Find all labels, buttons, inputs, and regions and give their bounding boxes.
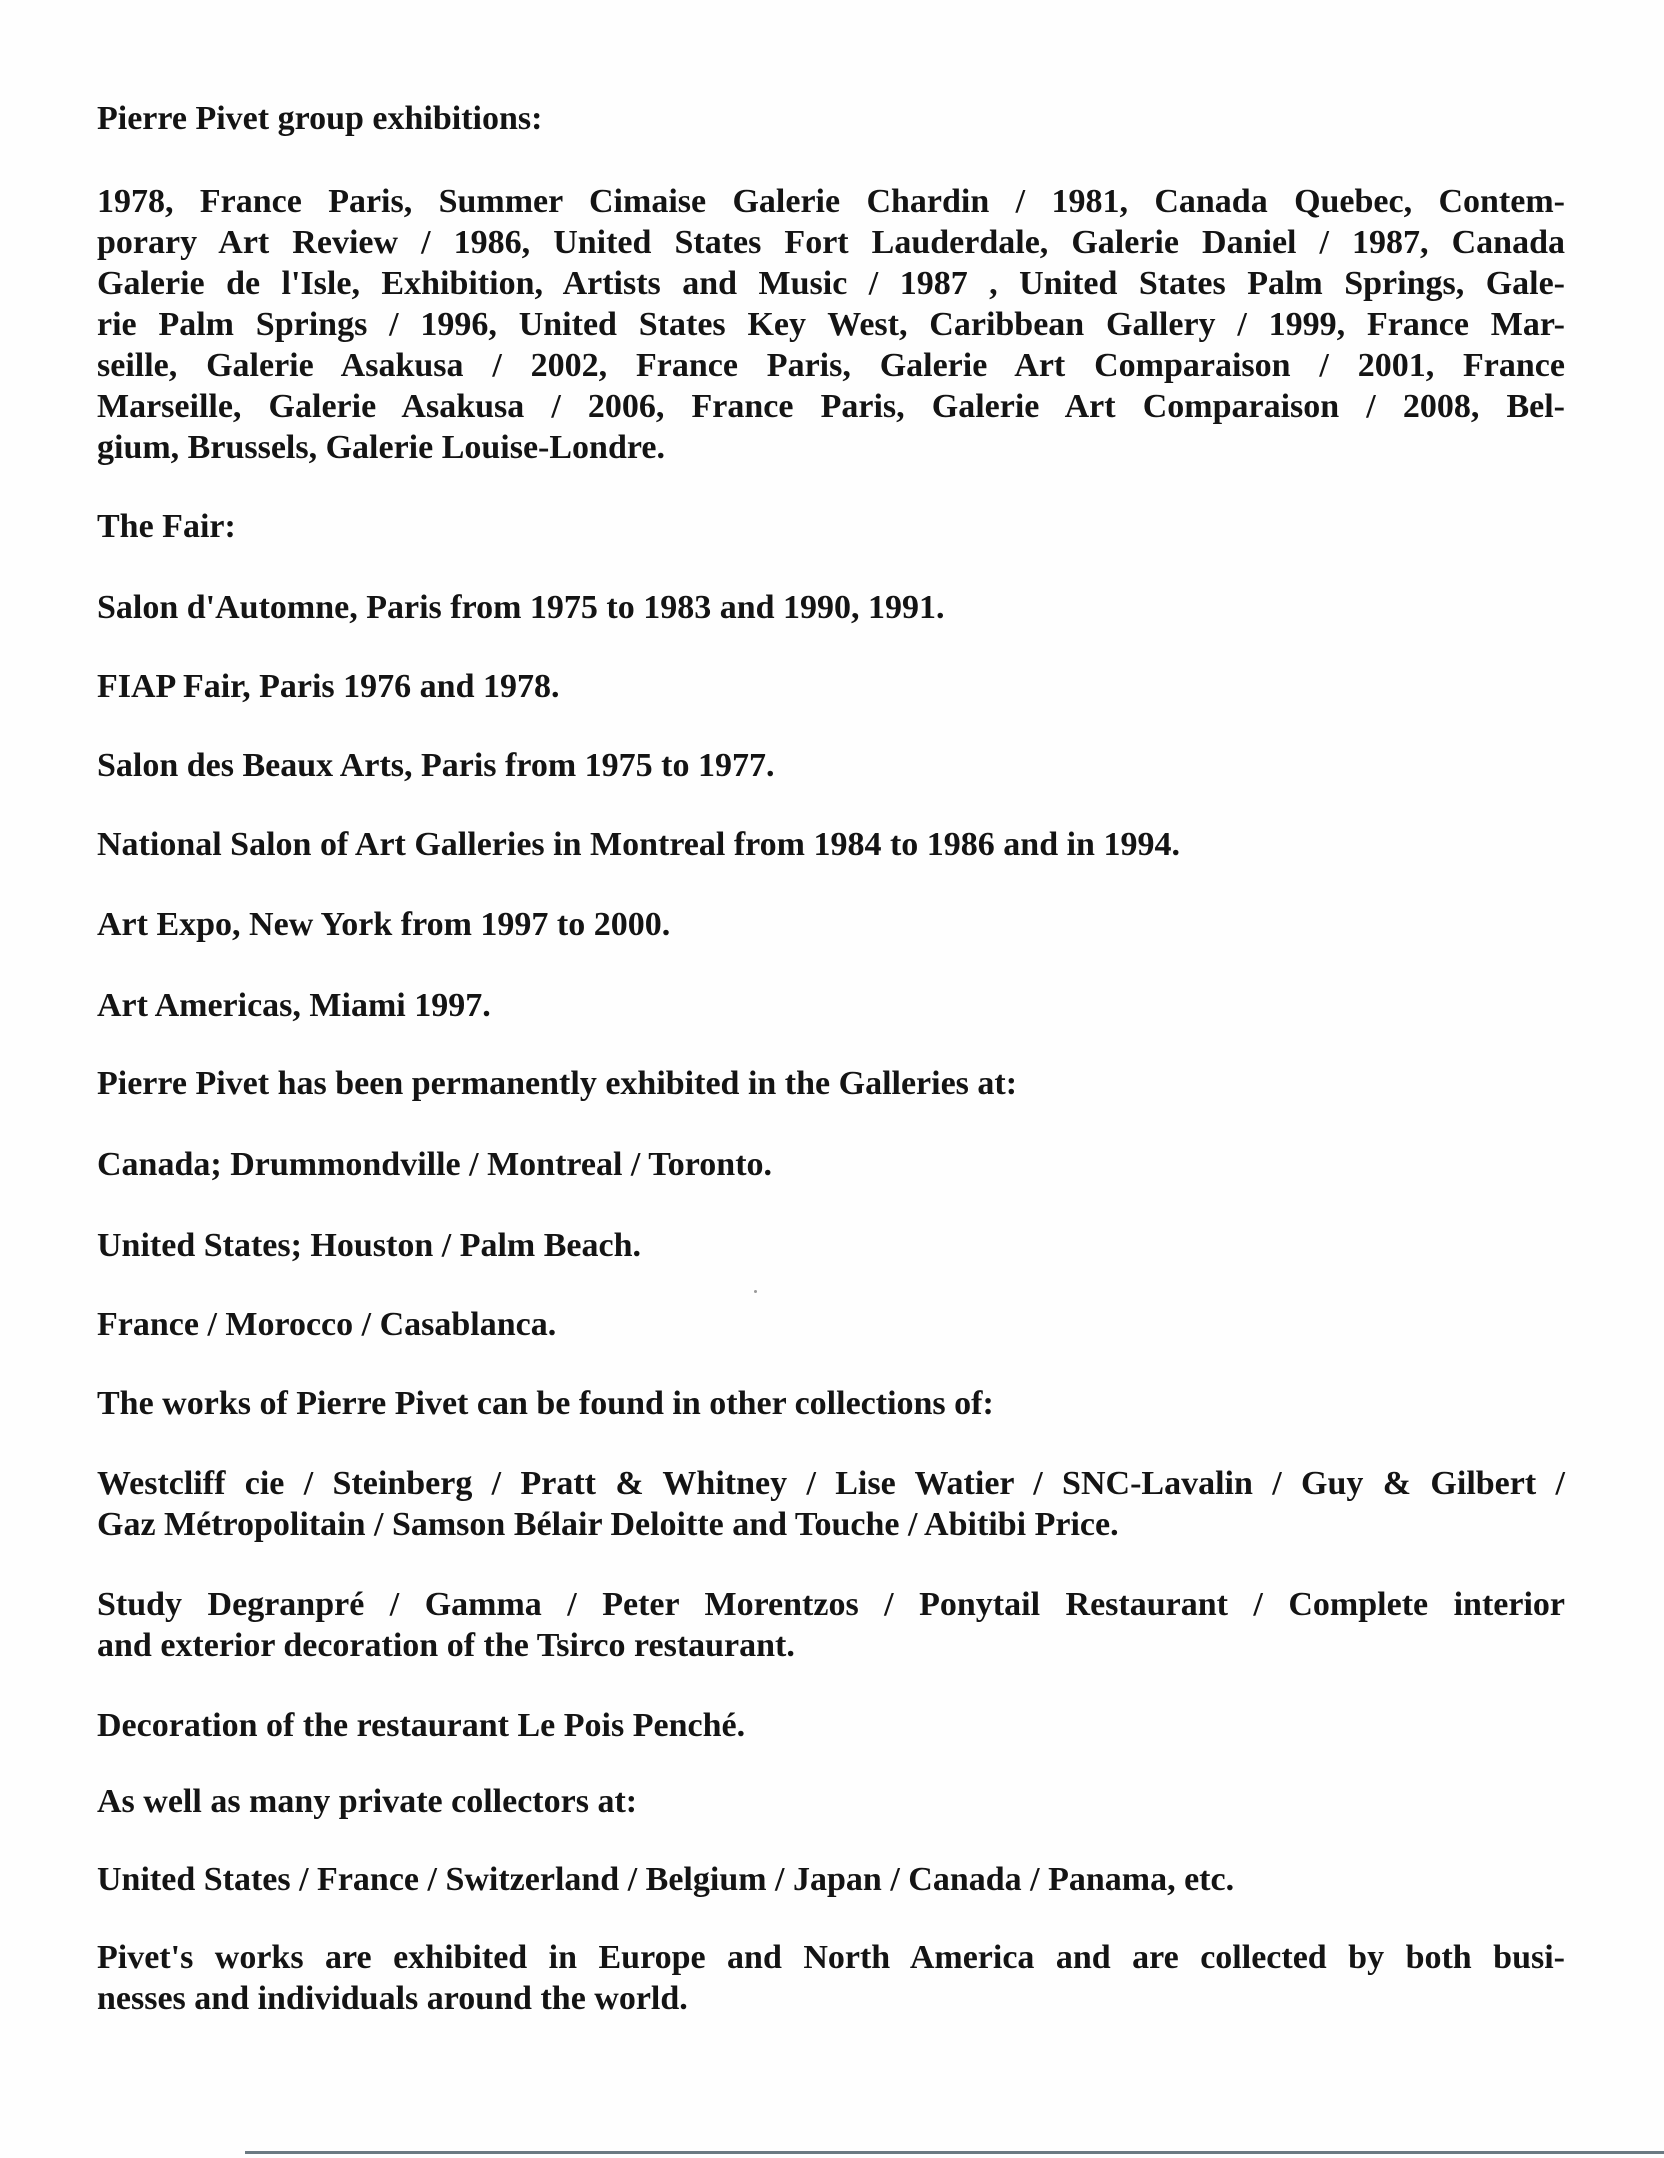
paragraph-line: rie Palm Springs / 1996, United States Key West, Caribbean Gallery / 1999, France Mar- — [97, 306, 1565, 343]
group-exhibitions-heading: Pierre Pivet group exhibitions: — [97, 100, 543, 137]
group-exhibitions-paragraph — [97, 181, 1565, 468]
paragraph-line: Westcliff cie / Steinberg / Pratt & Whitney / Lise Watier / SNC-Lavalin / Guy & Gilbert / — [97, 1465, 1565, 1502]
collections-paragraph — [97, 1463, 1565, 1545]
decoration-item: Decoration of the restaurant Le Pois Penché. — [97, 1707, 746, 1744]
paragraph-line: Marseille, Galerie Asakusa / 2006, France Paris, Galerie Art Comparaison / 2008, Bel- — [97, 388, 1565, 425]
paragraph-line: Gaz Métropolitain / Samson Bélair Deloitte and Touche / Abitibi Price. — [97, 1506, 1119, 1543]
collections-paragraph-2 — [97, 1584, 1565, 1666]
paragraph-line: 1978, France Paris, Summer Cimaise Galerie Chardin / 1981, Canada Quebec, Contem- — [97, 183, 1565, 220]
private-collectors-heading: As well as many private collectors at: — [97, 1783, 638, 1820]
scan-edge-rule — [245, 2151, 1664, 2154]
paragraph-line: porary Art Review / 1986, United States Fort Lauderdale, Galerie Daniel / 1987, Canada — [97, 224, 1565, 261]
fair-item: Art Expo, New York from 1997 to 2000. — [97, 906, 671, 943]
fair-item: Art Americas, Miami 1997. — [97, 987, 491, 1024]
fair-item: National Salon of Art Galleries in Montreal from 1984 to 1986 and in 1994. — [97, 826, 1180, 863]
fair-item: Salon d'Automne, Paris from 1975 to 1983 and 1990, 1991. — [97, 589, 945, 626]
scan-speck — [754, 1290, 757, 1293]
paragraph-line: and exterior decoration of the Tsirco restaurant. — [97, 1627, 795, 1664]
fair-item: FIAP Fair, Paris 1976 and 1978. — [97, 668, 560, 705]
collections-heading: The works of Pierre Pivet can be found in other collections of: — [97, 1385, 994, 1422]
paragraph-line: nesses and individuals around the world. — [97, 1980, 688, 2017]
permanent-gallery-item: United States; Houston / Palm Beach. — [97, 1227, 641, 1264]
permanent-galleries-heading: Pierre Pivet has been permanently exhibited in the Galleries at: — [97, 1065, 1018, 1102]
paragraph-line: gium, Brussels, Galerie Louise-Londre. — [97, 429, 665, 466]
paragraph-line: seille, Galerie Asakusa / 2002, France Paris, Galerie Art Comparaison / 2001, France — [97, 347, 1565, 384]
paragraph-line: Study Degranpré / Gamma / Peter Morentzos / Ponytail Restaurant / Complete interior — [97, 1586, 1565, 1623]
closing-paragraph — [97, 1937, 1565, 2019]
fair-heading: The Fair: — [97, 508, 236, 545]
fair-item: Salon des Beaux Arts, Paris from 1975 to 1977. — [97, 747, 775, 784]
permanent-gallery-item: France / Morocco / Casablanca. — [97, 1306, 557, 1343]
permanent-gallery-item: Canada; Drummondville / Montreal / Toronto. — [97, 1146, 773, 1183]
paragraph-line: Galerie de l'Isle, Exhibition, Artists and Music / 1987 , United States Palm Springs, Gale- — [97, 265, 1565, 302]
paragraph-line: Pivet's works are exhibited in Europe and North America and are collected by both busi- — [97, 1939, 1565, 1976]
private-collectors-countries: United States / France / Switzerland / Belgium / Japan / Canada / Panama, etc. — [97, 1861, 1235, 1898]
